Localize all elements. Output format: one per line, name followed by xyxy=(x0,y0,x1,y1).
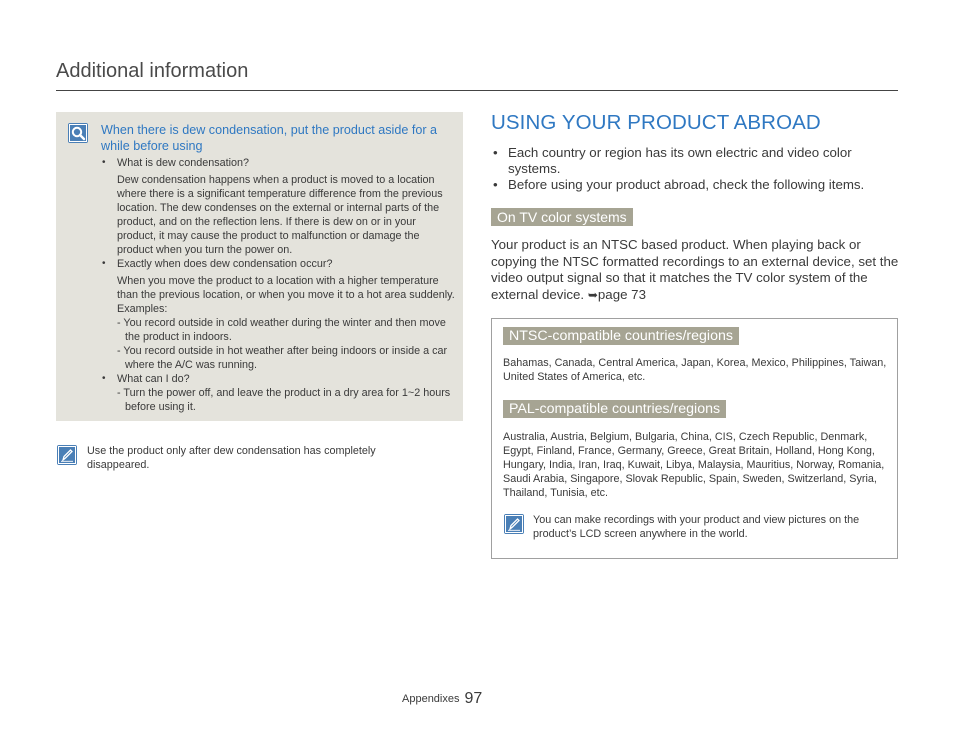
ntsc-heading: NTSC-compatible countries/regions xyxy=(503,327,739,345)
abroad-bullet-1: • Each country or region has its own electric and video color systems. xyxy=(491,145,891,176)
tv-color-systems-text xyxy=(491,237,899,303)
dew-answer-1: Dew condensation happens when a product is moved to a location where there is a significant temperature difference from the previous location. The dew condenses on the external or internal parts of the product, and on the reflection lens. If there is dew on or in your product, it may cause the product to malfunction or damage the product when you turn the power on. xyxy=(117,174,443,256)
dew-question-3: • What can I do? xyxy=(101,372,457,386)
dew-title: When there is dew condensation, put the product aside for a while before using xyxy=(101,123,438,153)
footer-section: Appendixes xyxy=(402,693,460,705)
ntsc-country-list: Bahamas, Canada, Central America, Japan, Korea, Mexico, Philippines, Taiwan, United States of America, etc. xyxy=(503,357,887,383)
tv-color-systems-body: Your product is an NTSC based product. When playing back or copying the NTSC formatted recordings to an external device, set the video output signal so that it matches the TV color system of the external device. xyxy=(491,237,899,302)
dew-condensation-box xyxy=(56,112,463,421)
dew-answer-3: - Turn the power off, and leave the product in a dry area for 1~2 hours before using it. xyxy=(117,387,451,413)
dew-note-text: Use the product only after dew condensation has completely disappeared. xyxy=(87,445,376,471)
magnifier-icon xyxy=(68,123,88,143)
page-footer xyxy=(402,690,482,708)
pal-heading: PAL-compatible countries/regions xyxy=(503,400,726,418)
dew-example-2: - You record outside in hot weather after being indoors or inside a car where the A/C was running. xyxy=(117,345,448,371)
pencil-note-icon xyxy=(57,445,77,465)
page-header-title: Additional information xyxy=(56,60,249,82)
section-title: USING YOUR PRODUCT ABROAD xyxy=(491,111,821,134)
dew-content xyxy=(101,156,457,414)
page-number: 97 xyxy=(464,690,483,707)
page-reference-link[interactable]: page 73 xyxy=(597,286,646,302)
abroad-bullet-2: • Before using your product abroad, check the following items. xyxy=(491,177,891,193)
page-ref-arrow-icon: ➥ xyxy=(587,287,598,302)
dew-question-2: • Exactly when does dew condensation occur? xyxy=(101,257,457,271)
abroad-note-text: You can make recordings with your product and view pictures on the product’s LCD screen anywhere in the world. xyxy=(533,514,860,540)
dew-answer-2: When you move the product to a location with a higher temperature than the previous location, or when you move it to a hot area suddenly. Examples: xyxy=(117,275,455,315)
pal-country-list: Australia, Austria, Belgium, Bulgaria, China, CIS, Czech Republic, Denmark, Egypt, Finland, France, Germany, Greece, Great Britain, Holland, Hong Kong, Hungary, India, Iran, Iraq, Kuwait, Libya, Malaysia, Mauritius, Norway, Romania, Saudi Arabia, Singapore, Slovak Republic, Spain, Sweden, Switzerland, Syria, Thailand, Tunisia, etc. xyxy=(503,431,885,499)
header-divider xyxy=(56,90,898,91)
dew-example-1: - You record outside in cold weather during the winter and then move the product in indoors. xyxy=(117,317,446,343)
abroad-intro-list xyxy=(491,145,891,194)
dew-question-1: • What is dew condensation? xyxy=(101,156,457,170)
pencil-note-icon xyxy=(504,514,524,534)
tv-color-systems-heading: On TV color systems xyxy=(491,208,633,226)
